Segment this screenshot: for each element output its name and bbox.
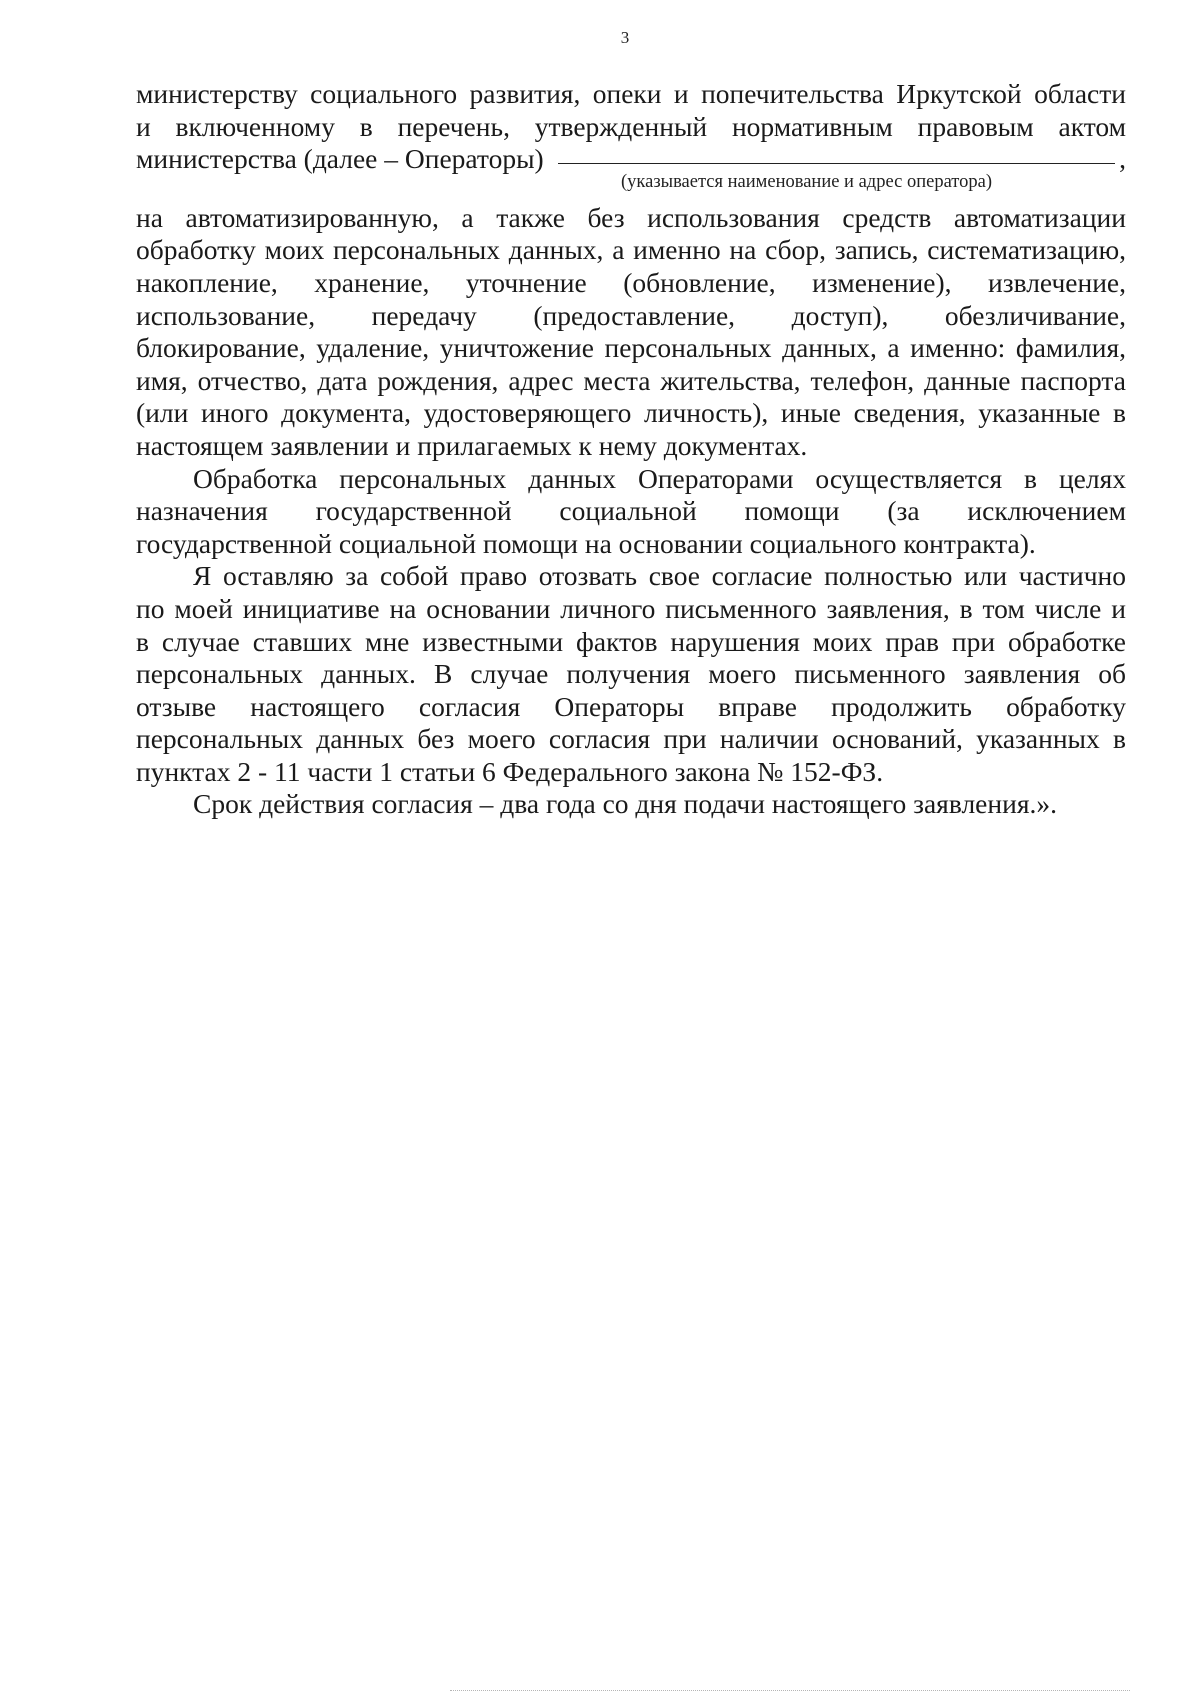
purpose-paragraph	[136, 463, 1126, 561]
text-line: использование, передачу (предоставление, доступ), обезличивание,	[136, 299, 1126, 331]
operator-blank-field	[558, 163, 1115, 164]
text-line: Обработка персональных данных Операторами осуществляется в целях	[193, 462, 1126, 494]
page-number: 3	[620, 28, 630, 47]
operator-caption: (указывается наименование и адрес оператора)	[621, 171, 993, 192]
text-line: (или иного документа, удостоверяющего личность), иные сведения, указанные в	[136, 397, 1126, 429]
text-line: Срок действия согласия – два года со дня подачи настоящего заявления.».	[193, 788, 1057, 820]
comma-mark: ,	[1119, 143, 1126, 175]
text-line: имя, отчество, дата рождения, адрес места жительства, телефон, данные паспорта	[136, 364, 1126, 396]
text-line: назначения государственной социальной помощи (за исключением	[136, 495, 1126, 527]
text-line: министерства (далее – Операторы)	[136, 143, 544, 175]
text-line: отзыве настоящего согласия Операторы вправе продолжить обработку	[136, 690, 1126, 722]
text-line: Я оставляю за собой право отозвать свое согласие полностью или частично	[193, 560, 1126, 592]
text-line: блокирование, удаление, уничтожение персональных данных, а именно: фамилия,	[136, 332, 1126, 364]
text-line: накопление, хранение, уточнение (обновление, изменение), извлечение,	[136, 266, 1126, 298]
text-line: персональных данных без моего согласия при наличии оснований, указанных в	[136, 723, 1126, 755]
document-body	[136, 78, 1126, 821]
text-line: в случае ставших мне известными фактов нарушения моих прав при обработке	[136, 625, 1126, 657]
text-line: и включенному в перечень, утвержденный нормативным правовым актом	[136, 110, 1126, 142]
text-line: на автоматизированную, а также без использования средств автоматизации	[136, 201, 1126, 233]
text-line: настоящем заявлении и прилагаемых к нему документах.	[136, 429, 808, 461]
caption-row	[136, 171, 1126, 202]
consent-paragraph	[136, 78, 1126, 463]
scan-edge-divider	[450, 1690, 1130, 1691]
text-line: государственной социальной помощи на основании социального контракта).	[136, 527, 1036, 559]
text-line: министерству социального развития, опеки и попечительства Иркутской области	[136, 78, 1126, 109]
term-paragraph	[136, 788, 1126, 821]
revocation-paragraph	[136, 560, 1126, 788]
text-line: персональных данных. В случае получения моего письменного заявления об	[136, 658, 1126, 690]
text-line: по моей инициативе на основании личного письменного заявления, в том числе и	[136, 592, 1126, 624]
text-line: пунктах 2 - 11 части 1 статьи 6 Федерального закона № 152-ФЗ.	[136, 755, 884, 787]
text-line: обработку моих персональных данных, а именно на сбор, запись, систематизацию,	[136, 234, 1126, 266]
